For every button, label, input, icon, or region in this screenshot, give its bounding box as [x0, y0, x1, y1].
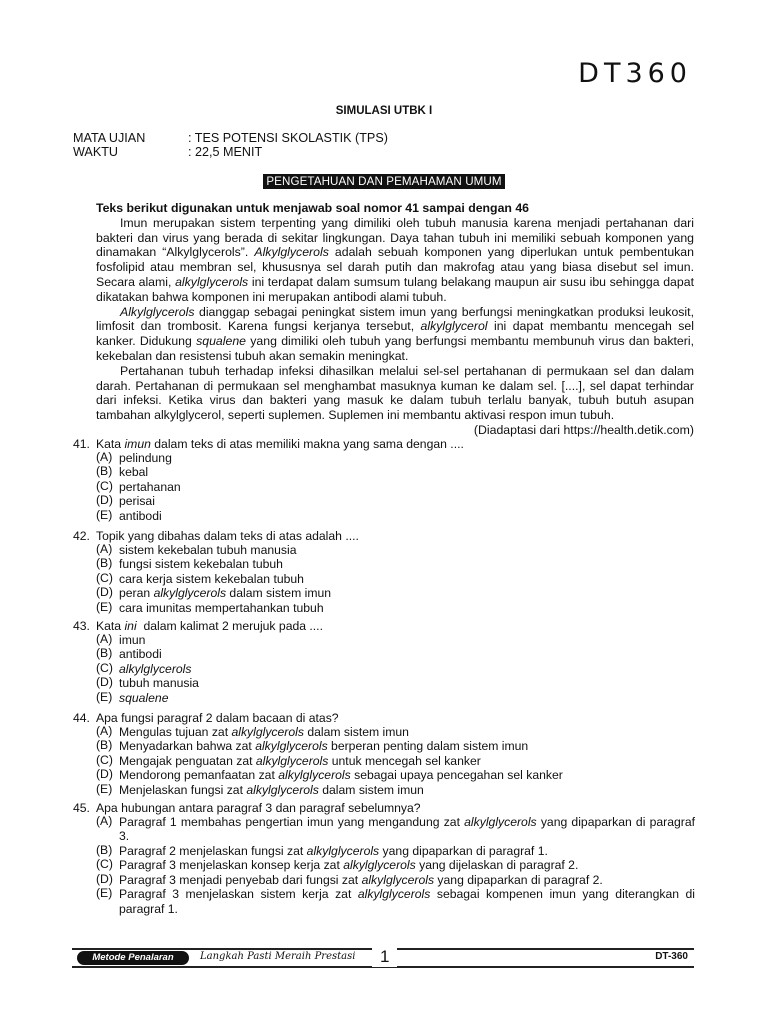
- option-text: cara kerja sistem kekebalan tubuh: [119, 571, 304, 586]
- question-number: 45.: [73, 801, 90, 815]
- option-letter: (B): [96, 738, 113, 753]
- question-text: Apa hubungan antara paragraf 3 dan paragraf sebelumnya?: [96, 801, 421, 815]
- option-letter: (E): [96, 781, 113, 796]
- answer-option: [96, 465, 695, 480]
- answer-option: [96, 633, 695, 648]
- option-letter: (B): [96, 646, 113, 661]
- option-text: Menjelaskan fungsi zat alkylglycerols dalam sistem imun: [119, 782, 424, 797]
- option-text: cara imunitas mempertahankan tubuh: [119, 600, 324, 615]
- option-letter: (A): [96, 813, 113, 828]
- option-letter: (A): [96, 631, 113, 646]
- question-text: Apa fungsi paragraf 2 dalam bacaan di atas?: [96, 711, 339, 725]
- answer-option: [96, 844, 695, 859]
- answer-option: [96, 676, 695, 691]
- question-text: Topik yang dibahas dalam teks di atas adalah ....: [96, 529, 359, 543]
- answer-option: [96, 873, 695, 888]
- option-text: antibodi: [119, 647, 162, 662]
- page-number: 1: [372, 947, 397, 967]
- question-stem: [73, 712, 695, 725]
- answer-option: [96, 754, 695, 769]
- option-letter: (B): [96, 464, 113, 479]
- option-text: Mendorong pemanfaatan zat alkylglycerols sebagai upaya pencegahan sel kanker: [119, 768, 563, 783]
- option-text: Paragraf 3 menjadi penyebab dari fungsi zat alkylglycerols yang dipaparkan di paragraf 2.: [119, 872, 603, 887]
- option-text: Mengulas tujuan zat alkylglycerols dalam sistem imun: [119, 724, 409, 739]
- option-text: pertahanan: [119, 479, 181, 494]
- option-letter: (C): [96, 570, 113, 585]
- option-text: sistem kekebalan tubuh manusia: [119, 542, 297, 557]
- option-letter: (C): [96, 857, 113, 872]
- meta-label: WAKTU: [73, 145, 119, 159]
- question-stem: [73, 530, 695, 543]
- question-text: Kata imun dalam teks di atas memiliki makna yang sama dengan ....: [96, 437, 464, 451]
- meta-row-time: [73, 145, 262, 160]
- exam-code: DT360: [578, 58, 692, 89]
- answer-option: [96, 887, 695, 916]
- reading-passage: [96, 201, 694, 438]
- option-letter: (E): [96, 599, 113, 614]
- question-number: 41.: [73, 437, 90, 451]
- option-letter: (A): [96, 723, 113, 738]
- question-43: [73, 620, 695, 705]
- answer-option: [96, 601, 695, 616]
- question-stem: [73, 438, 695, 451]
- answer-option: [96, 586, 695, 601]
- meta-value: : TES POTENSI SKOLASTIK (TPS): [188, 131, 388, 145]
- option-text: tubuh manusia: [119, 676, 199, 691]
- option-letter: (A): [96, 541, 113, 556]
- option-letter: (C): [96, 660, 113, 675]
- option-letter: (B): [96, 556, 113, 571]
- passage-paragraph: Pertahanan tubuh terhadap infeksi dihasilkan melalui sel-sel pertahanan di permukaan sel dan dalam darah. Pertahanan di permukaan sel menghambat masuknya kuman ke dalam sel. [....], sel dapat terhindar dari infeksi. Ketika virus dan bakteri yang masuk ke dalam tubuh terlalu banyak, tubuh butuh asupan tambahan alkylglycerol, seperti suplemen. Suplemen ini membantu aktivasi respon imun tubuh.: [96, 363, 694, 423]
- option-text: kebal: [119, 465, 149, 480]
- option-text: fungsi sistem kekebalan tubuh: [119, 557, 283, 572]
- option-text: peran alkylglycerols dalam sistem imun: [119, 586, 332, 601]
- question-number: 44.: [73, 711, 90, 725]
- meta-label: MATA UJIAN: [73, 131, 146, 145]
- option-text: Paragraf 2 menjelaskan fungsi zat alkylglycerols yang dipaparkan di paragraf 1.: [119, 843, 548, 858]
- passage-source: (Diadaptasi dari https://health.detik.com): [473, 422, 694, 437]
- answer-option: [96, 768, 695, 783]
- meta-value: : 22,5 MENIT: [188, 145, 263, 159]
- option-text: Mengajak penguatan zat alkylglycerols untuk mencegah sel kanker: [119, 753, 481, 768]
- question-42: [73, 530, 695, 615]
- option-text: pelindung: [119, 450, 172, 465]
- question-stem: [73, 620, 695, 633]
- option-text: Paragraf 1 membahas pengertian imun yang mengandung zat alkylglycerols yang dipaparkan di paragraf 3.: [119, 814, 695, 844]
- passage-paragraph: Alkylglycerols dianggap sebagai peningkat sistem imun yang berfungsi meningkatkan produksi leukosit, limfosit dan trombosit. Karena fungsi kerjanya tersebut, alkylglycerol ini dapat membantu mencegah sel kanker. Didukung squalene yang dimiliki oleh tubuh yang berfungsi membantu membunuh virus dan bakteri, kekebalan dan resistensi tubuh akan semakin meningkat.: [96, 304, 695, 363]
- answer-option: [96, 543, 695, 558]
- answer-option: [96, 572, 695, 587]
- meta-row-subject: [73, 131, 388, 146]
- option-letter: (E): [96, 886, 113, 901]
- question-text: Kata ini dalam kalimat 2 merujuk pada ....: [96, 619, 323, 633]
- answer-option: [96, 451, 695, 466]
- footer-code: DT-360: [655, 951, 688, 962]
- method-badge: Metode Penalaran: [77, 951, 189, 965]
- option-text: Paragraf 3 menjelaskan sistem kerja zat alkylglycerols sebagai kompenen imun yang diterangkan di paragraf 1.: [119, 887, 695, 916]
- section-heading: [0, 172, 768, 190]
- option-letter: (C): [96, 478, 113, 493]
- question-stem: [73, 802, 695, 815]
- option-letter: (A): [96, 449, 113, 464]
- option-text: Menyadarkan bahwa zat alkylglycerols berperan penting dalam sistem imun: [119, 739, 529, 754]
- option-text: imun: [119, 632, 146, 647]
- option-text: Paragraf 3 menjelaskan konsep kerja zat alkylglycerols yang dijelaskan di paragraf 2.: [119, 858, 579, 873]
- question-44: [73, 712, 695, 797]
- page-footer: [72, 945, 694, 969]
- question-45: [73, 802, 695, 916]
- question-number: 42.: [73, 529, 90, 543]
- answer-option: [96, 858, 695, 873]
- option-text: alkylglycerols: [119, 661, 192, 676]
- answer-option: [96, 815, 695, 844]
- answer-option: [96, 494, 695, 509]
- section-title: PENGETAHUAN DAN PEMAHAMAN UMUM: [263, 174, 504, 189]
- option-letter: (C): [96, 752, 113, 767]
- option-letter: (E): [96, 689, 113, 704]
- answer-option: [96, 509, 695, 524]
- option-text: perisai: [119, 494, 155, 509]
- option-letter: (D): [96, 493, 113, 508]
- answer-option: [96, 725, 695, 740]
- answer-option: [96, 783, 695, 798]
- option-letter: (D): [96, 871, 113, 886]
- page-title: SIMULASI UTBK I: [335, 105, 433, 117]
- answer-option: [96, 691, 695, 706]
- option-letter: (D): [96, 675, 113, 690]
- answer-option: [96, 739, 695, 754]
- option-letter: (D): [96, 767, 113, 782]
- footer-tagline: Langkah Pasti Meraih Prestasi: [200, 951, 356, 962]
- option-letter: (B): [96, 842, 113, 857]
- option-letter: (D): [96, 585, 113, 600]
- answer-option: [96, 662, 695, 677]
- answer-option: [96, 557, 695, 572]
- question-number: 43.: [73, 619, 90, 633]
- answer-option: [96, 480, 695, 495]
- option-text: squalene: [119, 690, 169, 705]
- option-letter: (E): [96, 507, 113, 522]
- question-41: [73, 438, 695, 523]
- passage-intro: Teks berikut digunakan untuk menjawab soal nomor 41 sampai dengan 46: [96, 201, 530, 215]
- answer-option: [96, 647, 695, 662]
- option-text: antibodi: [119, 508, 162, 523]
- passage-paragraph: Imun merupakan sistem terpenting yang dimiliki oleh tubuh manusia karena menjadi pertahanan dari bakteri dan virus yang berada di sekitar lingkungan. Daya tahan tubuh ini memiliki sebuah komponen yang dinamakan “Alkylglycerols”. Alkylglycerols adalah sebuah komponen yang diperlukan untuk pembentukan fosfolipid atau membran sel, khususnya sel darah putih dan makrofag atau yang biasa disebut sel imun. Secara alami, alkylglycerols ini terdapat dalam sumsum tulang belakang maupun air susu ibu sehingga dapat dikatakan bahwa komponen ini merupakan antibodi alami tubuh.: [96, 215, 694, 304]
